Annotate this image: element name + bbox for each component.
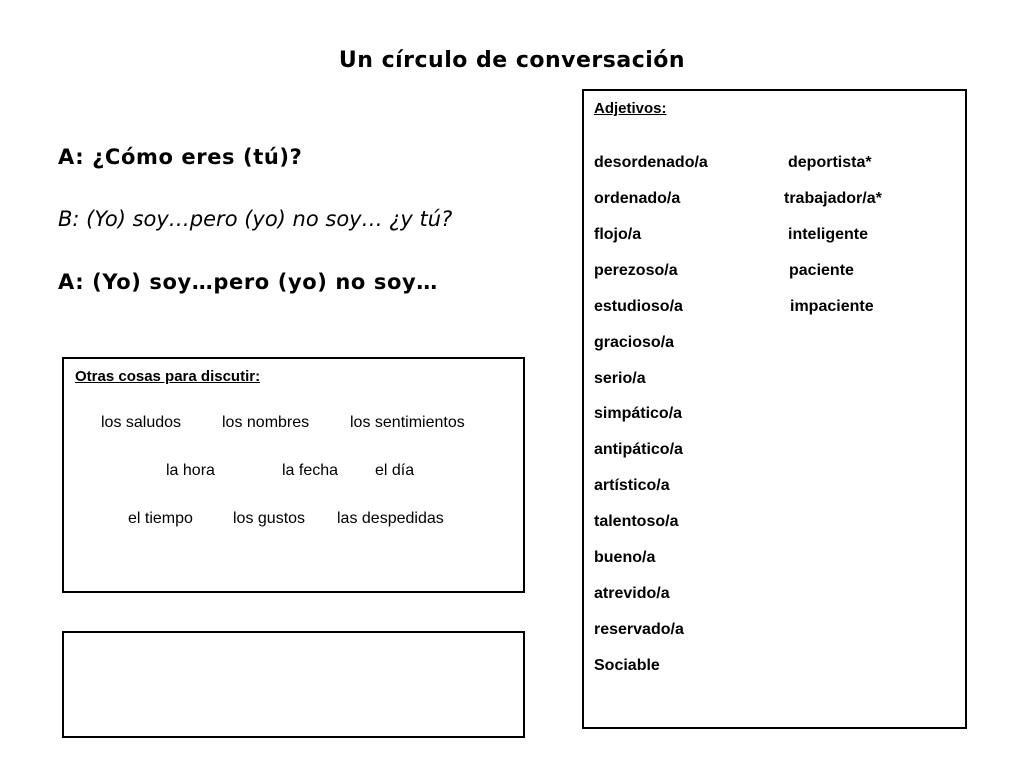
adjective-right: deportista*: [788, 154, 872, 171]
dialogue-line-a-question: A: ¿Cómo eres (tú)?: [58, 145, 303, 169]
topic-item: los sentimientos: [350, 414, 465, 431]
adjective-left: artístico/a: [594, 477, 670, 494]
dialogue-line-a-answer: A: (Yo) soy…pero (yo) no soy…: [58, 270, 438, 294]
adjective-left: perezoso/a: [594, 262, 678, 279]
adjective-left: gracioso/a: [594, 334, 675, 351]
adjective-right: trabajador/a*: [784, 190, 882, 207]
adjective-left: flojo/a: [594, 226, 642, 243]
adjective-left: simpático/a: [594, 405, 683, 422]
topic-item: los nombres: [222, 414, 310, 431]
dialogue-line-b-answer: B: (Yo) soy…pero (yo) no soy… ¿y tú?: [58, 207, 453, 231]
adjective-left: reservado/a: [594, 621, 684, 638]
adjective-left: serio/a: [594, 370, 646, 387]
adjective-right: impaciente: [790, 298, 874, 315]
adjective-left: ordenado/a: [594, 190, 681, 207]
topic-item: las despedidas: [337, 510, 444, 527]
adjective-left: atrevido/a: [594, 585, 670, 602]
adjective-right: inteligente: [788, 226, 869, 243]
topic-item: los gustos: [233, 510, 306, 527]
adjective-left: talentoso/a: [594, 513, 679, 530]
topic-item: la hora: [166, 462, 215, 479]
topic-item: el día: [375, 462, 415, 479]
empty-box: [62, 631, 525, 738]
topic-item: el tiempo: [128, 510, 193, 527]
adjective-left: Sociable: [594, 657, 660, 674]
adjective-left: desordenado/a: [594, 154, 708, 171]
adjective-left: estudioso/a: [594, 298, 683, 315]
topics-heading: Otras cosas para discutir:: [75, 368, 261, 385]
page-title: Un círculo de conversación: [338, 48, 686, 73]
adjective-left: antipático/a: [594, 441, 683, 458]
adjective-left: bueno/a: [594, 549, 656, 566]
topic-item: los saludos: [101, 414, 182, 431]
topic-item: la fecha: [282, 462, 339, 479]
adjectives-heading: Adjetivos:: [594, 100, 667, 117]
adjective-right: paciente: [789, 262, 854, 279]
